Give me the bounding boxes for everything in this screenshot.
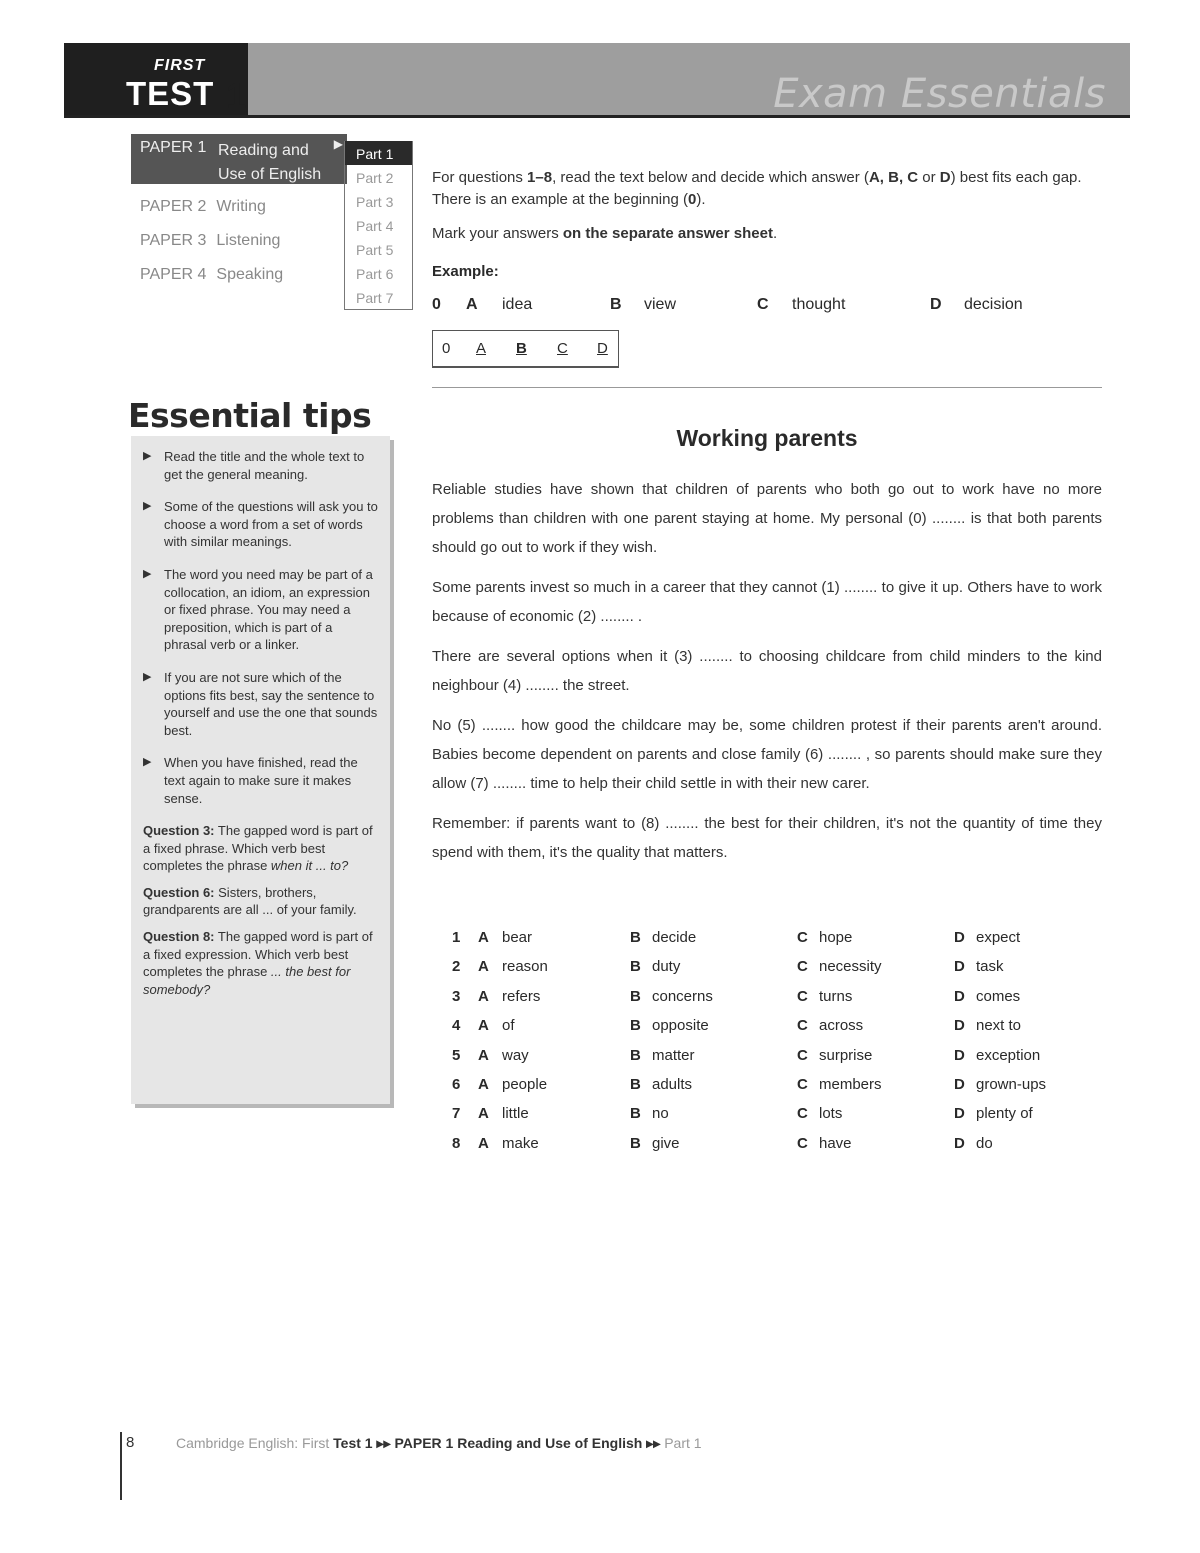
- paper-item-3[interactable]: [131, 218, 347, 252]
- answer-box-option-a: A: [476, 340, 487, 357]
- footer-paper: PAPER 1 Reading and Use of English: [394, 1435, 643, 1451]
- paper-number: PAPER 3: [140, 232, 207, 249]
- paper-name: Writing: [216, 198, 266, 215]
- instruction-text: or: [918, 169, 940, 186]
- triangle-right-icon: ▶: [143, 450, 152, 462]
- article-paragraph: Remember: if parents want to (8) ........ the best for their children, it's not the quantity of time they spend with them, it's the quality that matters.: [432, 815, 1102, 861]
- option-c: hope: [819, 929, 853, 946]
- instruction-paragraph: [432, 223, 1112, 245]
- footer-rule: [120, 1432, 122, 1500]
- instruction-paragraph: [432, 167, 1112, 211]
- question-number: 1: [452, 929, 461, 946]
- option-b: adults: [652, 1075, 693, 1093]
- option-letter: C: [797, 1017, 808, 1035]
- option-b: concerns: [652, 987, 713, 1005]
- instruction-text: , read the text below and decide which answer (: [552, 169, 869, 186]
- option-a: little: [502, 1105, 529, 1123]
- option-a: of: [502, 1017, 515, 1035]
- option-letter: C: [797, 929, 808, 946]
- option-letter: D: [954, 1134, 965, 1152]
- tip-text: Some of the questions will ask you to choose a word from a set of words with similar meanings.: [164, 499, 378, 550]
- option-letter: C: [797, 1105, 808, 1123]
- part-item-6[interactable]: Part 6: [356, 266, 394, 282]
- option-letter: D: [930, 296, 942, 313]
- part-item-2[interactable]: Part 2: [356, 170, 394, 186]
- article-paragraph: No (5) ........ how good the childcare may be, some children protest if their parents aren't around. Babies become dependent on parents and close family (6) ........ , so parents should make sure they allow (7) ........ time to help their child settle in with their new carer.: [432, 717, 1102, 792]
- option-c: have: [819, 1134, 852, 1152]
- brand-title: Exam Essentials: [773, 71, 1106, 117]
- paper-name: Reading and Use of English: [218, 142, 322, 183]
- option-letter: A: [478, 1017, 489, 1035]
- instruction-text: Mark your answers: [432, 225, 563, 242]
- tip-item: [143, 669, 378, 739]
- option-letter: D: [954, 1075, 965, 1093]
- option-row: [432, 958, 1112, 987]
- option-c: members: [819, 1075, 882, 1093]
- option-letter: A: [478, 929, 489, 946]
- paper-name: Listening: [216, 232, 281, 249]
- option-letter: B: [630, 1105, 641, 1123]
- option-letter: A: [478, 1105, 489, 1123]
- test-number: 1: [226, 75, 247, 116]
- answer-options-table: [432, 929, 1112, 1164]
- option-letter: A: [478, 1046, 489, 1064]
- option-letter: D: [954, 958, 965, 976]
- example-option-c: thought: [792, 296, 846, 313]
- option-d: exception: [976, 1046, 1041, 1064]
- option-d: do: [976, 1134, 993, 1152]
- option-d: next to: [976, 1017, 1022, 1035]
- answer-box-option-b: B: [516, 340, 527, 357]
- instruction-bold: D: [939, 169, 951, 186]
- option-letter: D: [954, 1017, 965, 1035]
- question-tip-text: The gapped word is part of a fixed phrase. Which verb best completes the phrase: [143, 823, 373, 874]
- option-d: grown-ups: [976, 1075, 1047, 1093]
- question-number: 7: [452, 1105, 461, 1123]
- option-row: [432, 1076, 1112, 1105]
- option-letter: A: [478, 987, 489, 1005]
- option-a: make: [502, 1134, 539, 1152]
- article-paragraph: Some parents invest so much in a career that they cannot (1) ........ to give it up. Others have to work because of economic (2) ........ .: [432, 579, 1102, 625]
- question-tip-label: Question 6:: [143, 884, 215, 900]
- footer-part: Part 1: [664, 1435, 702, 1451]
- triangle-right-icon: ▶: [143, 756, 152, 769]
- tips-title: Essential tips: [128, 396, 372, 435]
- option-letter: B: [610, 296, 622, 313]
- option-letter: D: [954, 929, 965, 946]
- triangle-right-icon: ▶: [333, 137, 343, 151]
- instruction-bold: A, B, C: [868, 169, 919, 186]
- part-item-7[interactable]: Part 7: [356, 290, 394, 306]
- option-letter: C: [797, 1046, 808, 1064]
- option-letter: D: [954, 987, 965, 1005]
- option-letter: B: [630, 929, 641, 946]
- question-number: 6: [452, 1075, 461, 1093]
- double-arrow-icon: ▸▸: [376, 1435, 391, 1451]
- answer-box-option-c: C: [557, 340, 568, 357]
- part-item-1[interactable]: Part 1: [345, 141, 412, 165]
- option-letter: C: [797, 1134, 808, 1152]
- article-title: Working parents: [676, 425, 858, 451]
- option-letter: D: [954, 1046, 965, 1064]
- instruction-text: ).: [696, 191, 706, 208]
- option-d: task: [976, 958, 1004, 976]
- option-a: people: [502, 1075, 548, 1093]
- triangle-right-icon: ▶: [143, 500, 152, 513]
- part-item-4[interactable]: Part 4: [356, 218, 394, 234]
- option-row: [432, 1017, 1112, 1046]
- question-tip-label: Question 3:: [143, 823, 215, 839]
- example-option-d: decision: [964, 296, 1023, 313]
- divider: [432, 387, 1102, 388]
- footer-test: Test 1: [333, 1435, 373, 1451]
- question-tip-label: Question 8:: [143, 929, 215, 945]
- option-d: plenty of: [976, 1105, 1033, 1123]
- paper-number: PAPER 1: [140, 139, 207, 156]
- question-number: 4: [452, 1017, 461, 1035]
- option-letter: A: [466, 296, 478, 313]
- paper-item-2[interactable]: [131, 184, 347, 218]
- instructions: [432, 167, 1112, 257]
- option-b: duty: [652, 958, 681, 976]
- tip-text: Read the title and the whole text to get the general meaning.: [164, 449, 365, 482]
- instruction-bold: 1–8: [527, 169, 553, 186]
- article-body: [432, 475, 1102, 878]
- instruction-text: For questions: [432, 169, 528, 186]
- option-b: no: [652, 1105, 669, 1123]
- answer-box-option-d: D: [597, 340, 608, 357]
- option-letter: C: [757, 296, 769, 313]
- article-paragraph: There are several options when it (3) ........ to choosing childcare from child minders to the kind neighbour (4) ........ the street.: [432, 648, 1102, 694]
- option-row: [432, 988, 1112, 1017]
- instruction-bold: 0: [688, 191, 697, 208]
- instruction-text: ) best fits each gap. There is an example at the beginning (: [432, 169, 1082, 208]
- question-number: 2: [452, 958, 461, 976]
- option-row: [432, 1135, 1112, 1164]
- article-paragraph: Reliable studies have shown that children of parents who both go out to work have no more problems than children with one parent staying at home. My personal (0) ........ is that both parents should go out to work if they wish.: [432, 481, 1102, 556]
- option-a: bear: [502, 929, 533, 946]
- page-number: 8: [126, 1434, 135, 1451]
- test-badge: [64, 43, 248, 115]
- tip-item: [143, 448, 378, 483]
- example-option-b: view: [644, 296, 677, 313]
- footer-book: Cambridge English: First: [176, 1435, 330, 1451]
- example-label: Example:: [432, 263, 499, 280]
- option-letter: B: [630, 1046, 641, 1064]
- option-c: lots: [819, 1105, 843, 1123]
- tip-item: [143, 566, 378, 654]
- option-letter: D: [954, 1105, 965, 1123]
- question-number: 3: [452, 987, 461, 1005]
- option-d: comes: [976, 987, 1021, 1005]
- paper-name: Speaking: [216, 266, 284, 283]
- option-row: [432, 1105, 1112, 1134]
- tips-box: [131, 436, 390, 1104]
- tip-text: When you have finished, read the text again to make sure it makes sense.: [164, 755, 358, 806]
- parts-list: [344, 141, 413, 310]
- question-number: 5: [452, 1046, 461, 1064]
- question-tip-phrase: ... the best for somebody?: [143, 964, 351, 997]
- option-a: reason: [502, 958, 548, 976]
- option-b: opposite: [652, 1017, 709, 1035]
- paper-item-4[interactable]: [131, 252, 347, 286]
- tip-text: If you are not sure which of the options fits best, say the sentence to yourself and use the one that sounds best.: [164, 669, 378, 738]
- double-arrow-icon: ▸▸: [646, 1435, 661, 1451]
- option-a: refers: [502, 987, 541, 1005]
- first-label: FIRST: [154, 57, 206, 74]
- example-number: 0: [432, 296, 441, 313]
- option-letter: C: [797, 1075, 808, 1093]
- question-tip-3: [143, 822, 378, 875]
- question-tip-text: Sisters, brothers, grandparents are all ... of your family.: [143, 884, 357, 918]
- option-c: across: [819, 1017, 864, 1035]
- option-b: decide: [652, 929, 697, 946]
- triangle-right-icon: ▶: [143, 670, 152, 683]
- option-letter: B: [630, 1134, 641, 1152]
- tip-item: [143, 498, 378, 551]
- option-c: surprise: [819, 1046, 873, 1064]
- example-option-a: idea: [502, 296, 533, 313]
- option-letter: C: [797, 958, 808, 976]
- paper-number: PAPER 4: [140, 266, 207, 283]
- tip-item: [143, 754, 378, 807]
- example-answer-box: [432, 330, 619, 368]
- paper-navigation: [131, 134, 347, 286]
- option-letter: A: [478, 1134, 489, 1152]
- option-letter: B: [630, 1017, 641, 1035]
- question-number: 8: [452, 1134, 461, 1152]
- question-tip-phrase: when it ... to?: [270, 858, 349, 874]
- instruction-bold: on the separate answer sheet: [562, 225, 773, 242]
- option-letter: C: [797, 987, 808, 1005]
- paper-number: PAPER 2: [140, 198, 207, 215]
- option-d: expect: [976, 929, 1021, 946]
- part-item-5[interactable]: Part 5: [356, 242, 394, 258]
- question-tip-8: [143, 928, 378, 998]
- option-letter: B: [630, 987, 641, 1005]
- footer-breadcrumb: [176, 1435, 702, 1452]
- question-tip-6: [143, 884, 378, 919]
- answer-box-number: 0: [442, 340, 451, 357]
- triangle-right-icon: ▶: [143, 567, 152, 580]
- option-letter: B: [630, 1075, 641, 1093]
- instruction-text: .: [772, 225, 778, 242]
- option-c: necessity: [819, 958, 882, 976]
- page-header: [64, 43, 1130, 118]
- option-letter: A: [478, 1075, 489, 1093]
- option-row: [432, 1047, 1112, 1076]
- question-tip-text: The gapped word is part of a fixed expression. Which verb best completes the phrase: [143, 929, 373, 980]
- part-item-3[interactable]: Part 3: [356, 194, 394, 210]
- option-b: give: [652, 1134, 680, 1152]
- tip-text: The word you need may be part of a collocation, an idiom, an expression or fixed phrase. You may need a preposition, which is part of a phrasal verb or a linker.: [164, 566, 373, 653]
- option-letter: B: [630, 958, 641, 976]
- option-row: [432, 929, 1112, 958]
- option-letter: A: [478, 958, 489, 976]
- paper-item-1[interactable]: [131, 134, 347, 184]
- option-b: matter: [652, 1046, 695, 1064]
- test-label: TEST: [126, 75, 215, 112]
- option-c: turns: [819, 987, 853, 1005]
- example-row: [432, 296, 1132, 318]
- option-a: way: [502, 1046, 529, 1064]
